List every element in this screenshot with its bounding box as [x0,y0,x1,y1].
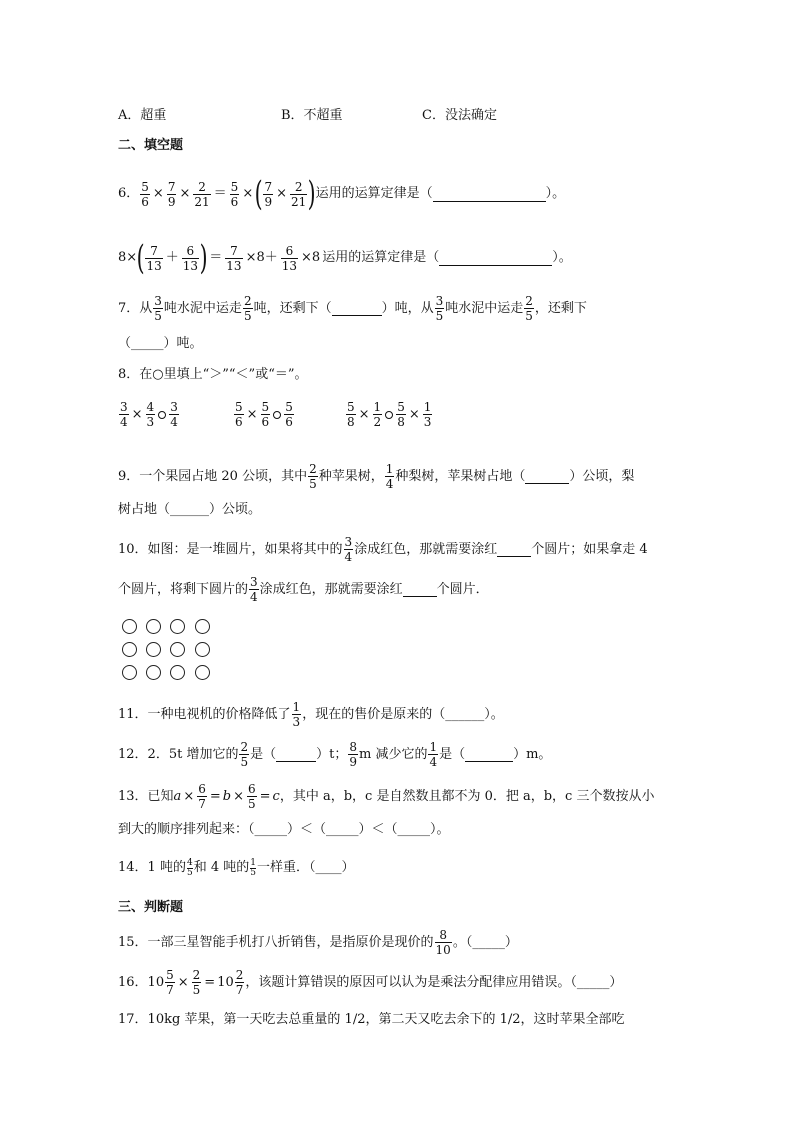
text-end: ）。 [552,250,572,265]
text: 11．一种电视机的价格降低了 [118,706,291,722]
fraction: $\frac{2}{5}$ [243,294,252,323]
text: ，其中 a，b，c 是自然数且都不为 0．把 a，b，c 三个数按从小 [279,788,655,804]
question-13-line-2: 到大的顺序排列起来：（_____）＜（_____）＜（_____）。 [118,822,450,837]
question-12: 12．2．5t 增加它的 $\frac{2}{5}$ 是（ ）t； $\frac{8}{9}$ m 减少它的 $\frac{1}{4}$ 是（ ）m。 [118,740,552,769]
fraction: $\frac{6}{13}$ [281,243,298,273]
text-end: ）。 [545,186,566,201]
text: ）公顷，梨 [569,468,635,484]
question-9-line-1: 9．一个果园占地 20 公顷，其中 $\frac{2}{5}$ 种苹果树， $\frac{1}{4}$ 种梨树，苹果树占地（ ）公顷，梨 [118,462,635,491]
text: 13．已知 [118,788,174,804]
question-8-text: 8．在○里填上“＞”“＜”或“＝”。 [118,367,308,382]
question-6-line-1: 6． $\frac{5}{6}$ × $\frac{7}{9}$ × $\frac{2}{21}$ ＝ $\frac{5}{6}$ × ( $\frac{7}{9}$ × $\frac{2}{21}$ ) 运用的运算定律是（ ）。 [118,174,566,214]
question-7-line-1 [118,294,587,323]
option-a: A．超重 [118,108,167,123]
fraction: $\frac{7}{13}$ [226,243,242,273]
text: 涂成红色，那就需要涂红 [354,541,498,557]
question-6-text: 运用的运算定律是（ [315,186,433,201]
answer-blank[interactable] [439,251,552,266]
question-6-line-2: 8× ( $\frac{7}{13}$ ＋ $\frac{6}{13}$ ) ＝ $\frac{7}{13}$ ×8＋ $\frac{6}{13}$ ×8 运用的运算定律是（ ）。 [118,238,572,278]
fraction: $\frac{5}{6}$ [141,179,149,209]
question-16: 16． 10 $\frac{5}{7}$ × $\frac{2}{5}$ = 10 $\frac{2}{7}$ ，该题计算错误的原因可以认为是乘法分配律应用错误。（_____） [118,968,623,997]
text: 一样重．（____） [256,860,355,875]
question-11: 11．一种电视机的价格降低了 $\frac{1}{3}$ ，现在的售价是原来的（______）。 [118,700,504,729]
text: 14．1 吨的 [118,860,186,875]
question-8-expr-1: $\frac{3}{4}$ × $\frac{4}{3}$ $\frac{3}{4}$ [120,400,178,429]
question-15: 15．一部三星智能手机打八折销售，是指原价是现价的 $\frac{8}{10}$ 。（_____） [118,928,518,957]
answer-blank[interactable] [525,469,569,484]
text: 15．一部三星智能手机打八折销售，是指原价是现价的 [118,934,434,950]
text: ）吨，从 [381,300,434,316]
question-7-line-2: （_____）吨。 [118,336,203,351]
circle-disc [122,619,137,634]
question-14: 14．1 吨的 $\frac{4}{5}$ 和 4 吨的 $\frac{1}{5}$ 一样重．（____） [118,857,355,878]
circle-disc [195,619,210,634]
fraction: $\frac{6}{13}$ [182,243,199,273]
circle-disc [195,665,210,680]
answer-blank[interactable] [497,542,531,557]
question-9-line-2: 树占地（______）公顷。 [118,502,262,517]
answer-blank[interactable] [332,301,382,316]
fraction: $\frac{7}{13}$ [146,243,162,273]
circle-disc [146,642,161,657]
text: ，还剩下 [534,300,587,316]
question-8-expr-2: $\frac{5}{6}$ × $\frac{5}{6}$ $\frac{5}{6}$ [235,400,293,429]
circle-disc [170,665,185,680]
circle-disc [122,642,137,657]
text: 是（ [439,746,466,762]
text: 是（ [250,746,277,762]
circle-disc [170,619,185,634]
section-heading-true-false: 三、判断题 [118,900,184,915]
section-heading-fill-blank: 二、填空题 [118,138,184,153]
text: 和 4 吨的 [193,860,250,875]
answer-blank[interactable] [276,747,316,762]
question-number: 6． [118,186,140,201]
option-b: B．不超重 [281,108,343,123]
fraction: $\frac{3}{5}$ [435,294,444,323]
text: 吨水泥中运走 [163,300,242,316]
text: 12．2．5t 增加它的 [118,746,239,762]
text: 10．如图：是一堆圆片，如果将其中的 [118,541,343,557]
text: 个圆片；如果拿走 4 [531,541,648,557]
answer-blank[interactable] [403,582,437,597]
text: 。（_____） [452,934,518,950]
fraction: $\frac{2}{5}$ [525,294,533,323]
question-6-text-2: 运用的运算定律是（ [322,250,440,265]
fraction: $\frac{2}{21}$ [291,179,307,209]
text: ，现在的售价是原来的（______）。 [302,706,504,722]
answer-blank[interactable] [433,187,546,202]
text: 个圆片，将剩下圆片的 [118,581,249,597]
question-8-expr-3: $\frac{5}{8}$ × $\frac{1}{2}$ $\frac{5}{8}$ × $\frac{1}{3}$ [347,400,432,429]
fraction: $\frac{3}{5}$ [154,294,162,323]
question-10-line-1: 10．如图：是一堆圆片，如果将其中的 $\frac{3}{4}$ 涂成红色，那就需要涂红 个圆片；如果拿走 4 [118,535,648,564]
circle-disc [146,619,161,634]
option-c: C．没法确定 [422,108,497,123]
circle-disc [122,665,137,680]
text: 吨，还剩下（ [253,300,332,316]
text: 种梨树，苹果树占地（ [395,468,526,484]
text: ，该题计算错误的原因可以认为是乘法分配律应用错误。（_____） [245,974,623,990]
text: 吨水泥中运走 [445,300,524,316]
circle-disc [170,642,185,657]
answer-blank[interactable] [465,747,513,762]
question-17: 17．10kg 苹果，第一天吃去总重量的 1/2，第二天又吃去余下的 1/2，这时苹果全部吃 [118,1012,625,1027]
compare-circle[interactable] [385,411,393,419]
text: 涂成红色，那就需要涂红 [259,581,403,597]
compare-circle[interactable] [273,411,281,419]
text: 16． [118,974,148,990]
text: ）t； [316,746,348,762]
text: 9．一个果园占地 20 公顷，其中 [118,468,308,484]
fraction: $\frac{7}{9}$ [167,179,176,209]
compare-circle[interactable] [158,411,166,419]
fraction: $\frac{5}{6}$ [230,179,239,209]
fraction: $\frac{2}{21}$ [194,179,210,209]
text: ）m。 [513,746,552,762]
question-10-line-2: 个圆片，将剩下圆片的 $\frac{3}{4}$ 涂成红色，那就需要涂红 个圆片． [118,575,489,604]
circle-disc [195,642,210,657]
question-13-line-1: 13．已知 a × $\frac{6}{7}$ = b × $\frac{6}{5}$ = c ，其中 a，b，c 是自然数且都不为 0．把 a，b，c 三个数按从小 [118,782,655,811]
fraction: $\frac{7}{9}$ [264,179,273,209]
text: 个圆片． [436,581,489,597]
circle-disc [146,665,161,680]
text: 种苹果树， [318,468,384,484]
text: 7．从 [118,300,153,316]
text: m 减少它的 [358,746,428,762]
